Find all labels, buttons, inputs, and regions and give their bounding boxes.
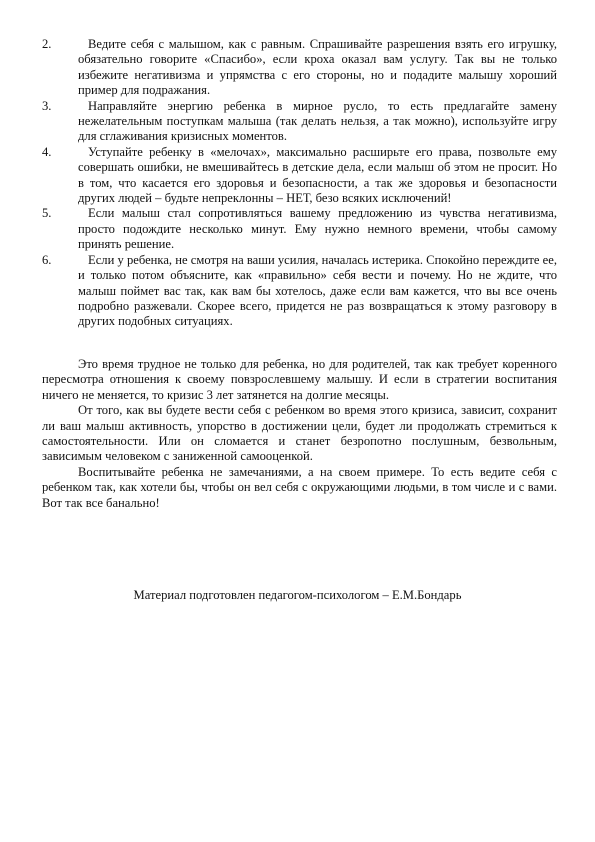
paragraph: Это время трудное не только для ребенка, но для родителей, так как требует коренного пересмотра отношения к своему повзрослевшему малышу. И если в стратегии воспитания ничего не меняется, то кризис 3 лет затянется на долгие месяцы. bbox=[42, 357, 557, 402]
list-item bbox=[42, 37, 557, 99]
list-item-number: 6. bbox=[42, 252, 52, 267]
list-item-number: 2. bbox=[42, 37, 52, 51]
tips-list bbox=[42, 37, 557, 330]
list-item-number: 3. bbox=[42, 98, 52, 113]
list-item-number: 5. bbox=[42, 206, 52, 221]
list-item bbox=[42, 145, 557, 207]
list-item-text: Если у ребенка, не смотря на ваши усилия, началась истерика. Спокойно переждите ее, и только потом объясните, как «правильно» себя вести и почему. Но не ждите, что малыш поймет вас так, как вам бы хотелось, даже если вам кажется, что вы все очень подробно разжевали. Скорее всего, придется не раз возвращаться к этому разговору в других подобных ситуациях. bbox=[78, 252, 557, 329]
list-item bbox=[42, 253, 557, 330]
list-item-number: 4. bbox=[42, 144, 52, 159]
list-item bbox=[42, 99, 557, 145]
list-item-text: Если малыш стал сопротивляться вашему предложению из чувства негативизма, просто подождите несколько минут. Ему нужно немного времени, чтобы самому принять решение. bbox=[78, 206, 557, 252]
list-item bbox=[42, 206, 557, 252]
list-item-text: Уступайте ребенку в «мелочах», максимально расширьте его права, позвольте ему совершать ошибки, не вмешивайтесь в детские дела, если малыш об этом не просит. Но в том, что касается его здоровья и безопасности, а так же здоровья и безопасности других людей – будьте непреклонны – НЕТ, безо всяких исключений! bbox=[78, 144, 557, 206]
list-item-text: Направляйте энергию ребенка в мирное русло, то есть предлагайте замену нежелательным поступкам малыша (так делать нельзя, а так можно), используйте игру для сглаживания кризисных моментов. bbox=[78, 98, 557, 144]
list-item-text: Ведите себя с малышом, как с равным. Спрашивайте разрешения взять его игрушку, обязательно говорите «Спасибо», если кроха оказал вам услугу. Так вы не только избежите негативизма и упрямства с его стороны, но и подадите малышу хороший пример для подражания. bbox=[78, 37, 557, 98]
paragraph: От того, как вы будете вести себя с ребенком во время этого кризиса, зависит, сохранит ли ваш малыш активность, упорство в достижении цели, будет ли продолжать стремиться к самостоятельности. Или он сломается и станет безропотно послушным, безвольным, зависимым человеком с заниженной самооценкой. bbox=[42, 403, 557, 464]
paragraph: Воспитывайте ребенка не замечаниями, а на своем примере. То есть ведите себя с ребенком так, как хотели бы, чтобы он вел себя с окружающими людьми, в том числе и с вами. Вот так все банально! bbox=[42, 464, 557, 510]
author-signature-line: Материал подготовлен педагогом-психологом – Е.М.Бондарь bbox=[133, 588, 462, 602]
conclusion-paragraphs bbox=[42, 357, 557, 511]
